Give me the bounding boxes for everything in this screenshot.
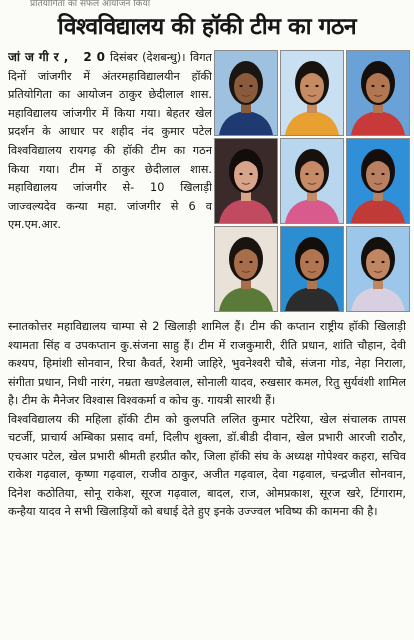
player-photo (280, 50, 344, 136)
player-photo (346, 138, 410, 224)
portrait-image (215, 139, 277, 223)
portrait-image (281, 139, 343, 223)
portrait-image (281, 227, 343, 311)
player-photo (346, 226, 410, 312)
player-photo-grid (214, 50, 410, 314)
left-column-body: दिसंबर (देशबन्धु)। विगत दिनों जांजगीर में अंतरमहाविद्यालयीन हॉकी प्रतियोगिता का आयोजन ठाकुर छेदीलाल शास. महाविद्यालय जांजगीर में किया गया। बेहतर खेल प्रदर्शन के आधार पर शहीद नंद कुमार पटेल विश्वविद्यालय रायगढ़ की हॉकी टीम का गठन किया गया। टीम में ठाकुर छेदीलाल शास. महाविद्यालय जांजगीर से- 10 खिलाड़ी जाज्वल्यदेव कन्या महा. जांजगीर से 6 व एम.एम.आर. (8, 51, 212, 232)
headline: विश्वविद्यालय की हॉकी टीम का गठन (57, 14, 357, 40)
player-photo (214, 138, 278, 224)
left-column-text (8, 48, 212, 310)
previous-article-clipped-text: प्रतियोगिता का सफल आयोजन किया (30, 0, 151, 6)
player-photo (214, 226, 278, 312)
player-photo (214, 50, 278, 136)
player-photo (280, 226, 344, 312)
portrait-image (215, 227, 277, 311)
portrait-image (347, 139, 409, 223)
portrait-image (215, 51, 277, 135)
article-paragraph: स्नातकोत्तर महाविद्यालय चाम्पा से 2 खिलाड़ी शामिल हैं। टीम की कप्तान राष्ट्रीय हॉकी खिलाड़ी श्यामता सिंह व उपकप्तान कु.संजना साहु हैं। टीम में राजकुमारी, रीति प्रधान, शांति चौहान, देवी कश्यप, हिमांशी सोनवान, रिचा कैवर्त, रेशमी जाहिरे, भुवनेश्वरी चौबे, संजना गोड, नेहा निराला, संगीता प्रधान, निधी नारंग, नम्रता खण्डेलवाल, सोनाली यादव, रुखसार कमल, रितु सुर्यवंशी शामिल है। टीम के मैनेजर विश्वास विश्वकर्मा व कोच कु. गायत्री सारथी हैं। (8, 320, 406, 407)
dateline: जांजगीर, 20 (8, 50, 111, 64)
portrait-image (347, 51, 409, 135)
portrait-image (281, 51, 343, 135)
player-photo (346, 50, 410, 136)
portrait-image (347, 227, 409, 311)
article-body (8, 318, 406, 636)
article-paragraph: विश्वविद्यालय की महिला हॉकी टीम को कुलपति ललित कुमार पटेरिया, खेल संचालक तापस चटर्जी, प्राचार्य अम्बिका प्रसाद वर्मा, दिलीप शुक्ला, डॉ.बीडी दीवान, खेल प्रभारी आरजी राठौर, एचआर पटेल, खेल प्रभारी श्रीमती हरप्रीत कौर, जिला हॉकी संघ के अध्यक्ष गोपेश्वर कहरा, सचिव राकेश गढ़वाल, कृष्णा गढ़वाल, राजीव ठाकुर, अजीत गढ़वाल, देवा गढ़वाल, चन्द्रजीत सोनवान, दिनेश कठोतिया, सोनू राकेश, सूरज गढ़वाल, बादल, राज, ओमप्रकाश, सूरज खरे, टिंगाराम, कन्हैया यादव ने सभी खिलाड़ियों को बधाई देते हुए इनके उज्ज्वल भविष्य की कामना की है। (8, 412, 406, 518)
player-photo (280, 138, 344, 224)
